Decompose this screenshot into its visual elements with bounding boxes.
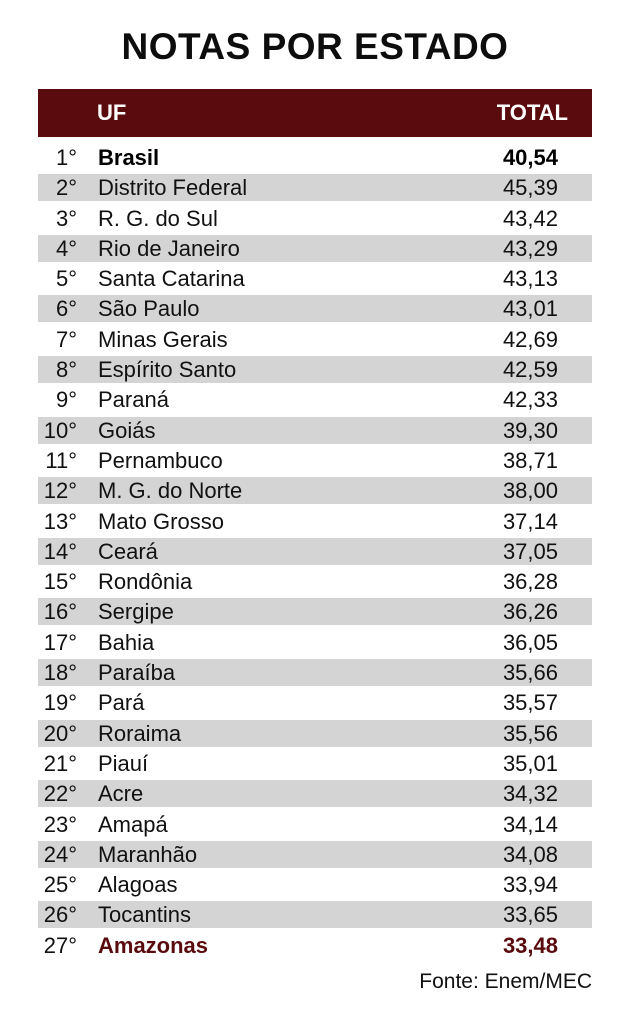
- table-row: [38, 598, 592, 625]
- row-state-name: Sergipe: [98, 599, 174, 625]
- row-rank: 25°: [43, 872, 77, 898]
- row-state-name: Rio de Janeiro: [98, 235, 240, 261]
- row-rank: 9°: [55, 387, 77, 413]
- table-row: [38, 477, 592, 504]
- row-total-value: 36,26: [502, 599, 558, 625]
- ranking-table: [38, 89, 592, 962]
- row-total-value: 37,05: [502, 538, 558, 564]
- table-row: [38, 538, 592, 565]
- row-state-name: Tocantins: [98, 902, 191, 928]
- table-row: [38, 901, 592, 928]
- row-rank: 13°: [43, 508, 77, 534]
- row-rank: 27°: [43, 932, 77, 958]
- row-rank: 12°: [43, 478, 77, 504]
- table-row: [38, 447, 592, 474]
- table-row: [38, 811, 592, 838]
- table-row: [38, 689, 592, 716]
- row-total-value: 34,32: [502, 781, 558, 807]
- row-rank: 10°: [43, 417, 77, 443]
- row-state-name: Santa Catarina: [98, 266, 245, 292]
- table-row: [38, 356, 592, 383]
- row-rank: 22°: [43, 781, 77, 807]
- row-state-name: Pernambuco: [98, 447, 223, 473]
- table-row: [38, 295, 592, 322]
- row-rank: 11°: [45, 447, 77, 473]
- row-rank: 24°: [43, 841, 77, 867]
- row-total-value: 42,33: [502, 387, 558, 413]
- table-row: [38, 205, 592, 232]
- row-rank: 7°: [55, 326, 77, 352]
- row-rank: 8°: [55, 357, 77, 383]
- table-row: [38, 932, 592, 959]
- row-rank: 2°: [55, 175, 77, 201]
- column-header-uf: UF: [97, 100, 127, 125]
- row-state-name: Alagoas: [98, 872, 178, 898]
- row-total-value: 36,28: [502, 569, 558, 595]
- row-rank: 18°: [43, 660, 77, 686]
- row-total-value: 42,59: [502, 357, 558, 383]
- row-state-name: Roraima: [98, 720, 182, 746]
- row-state-name: Goiás: [98, 417, 156, 443]
- table-row: [38, 629, 592, 656]
- column-header-total: TOTAL: [496, 100, 568, 125]
- table-row: [38, 174, 592, 201]
- row-rank: 16°: [43, 599, 77, 625]
- row-total-value: 40,54: [502, 145, 558, 170]
- row-state-name: R. G. do Sul: [98, 205, 218, 231]
- row-total-value: 42,69: [502, 326, 558, 352]
- table-row: [38, 508, 592, 535]
- table-header: [38, 89, 592, 137]
- row-total-value: 35,56: [502, 720, 558, 746]
- row-state-name: Espírito Santo: [98, 357, 237, 383]
- row-total-value: 38,00: [502, 478, 558, 504]
- row-state-name: Paraná: [98, 387, 169, 413]
- table-row: [38, 780, 592, 807]
- row-rank: 17°: [43, 629, 77, 655]
- row-state-name: Maranhão: [98, 841, 198, 867]
- table-row: [38, 750, 592, 777]
- row-total-value: 45,39: [502, 175, 558, 201]
- table-row: [38, 144, 592, 171]
- row-total-value: 34,08: [502, 841, 558, 867]
- row-rank: 4°: [55, 235, 77, 261]
- row-state-name: Minas Gerais: [98, 326, 228, 352]
- row-rank: 23°: [43, 811, 77, 837]
- row-rank: 3°: [55, 205, 77, 231]
- row-total-value: 38,71: [502, 447, 558, 473]
- table-row: [38, 871, 592, 898]
- row-total-value: 35,57: [502, 690, 558, 716]
- row-total-value: 34,14: [502, 811, 558, 837]
- row-total-value: 37,14: [502, 508, 558, 534]
- row-total-value: 35,01: [502, 750, 558, 776]
- row-total-value: 43,13: [502, 266, 558, 292]
- table-row: [38, 235, 592, 262]
- row-total-value: 43,29: [502, 235, 558, 261]
- row-rank: 5°: [55, 266, 77, 292]
- row-state-name: Brasil: [98, 145, 160, 170]
- source-note: Fonte: Enem/MEC: [419, 970, 592, 993]
- row-state-name: Ceará: [98, 538, 158, 564]
- table-row: [38, 841, 592, 868]
- row-state-name: M. G. do Norte: [98, 478, 243, 504]
- table-body: [38, 144, 592, 959]
- row-total-value: 43,01: [502, 296, 558, 322]
- row-total-value: 33,48: [502, 932, 558, 958]
- row-rank: 19°: [43, 690, 77, 716]
- row-state-name: Pará: [98, 690, 145, 716]
- page-title: NOTAS POR ESTADO: [121, 26, 509, 67]
- row-rank: 14°: [43, 538, 77, 564]
- row-state-name: São Paulo: [98, 296, 200, 322]
- row-rank: 1°: [55, 145, 77, 170]
- row-state-name: Acre: [98, 781, 144, 807]
- table-row: [38, 720, 592, 747]
- row-state-name: Rondônia: [98, 569, 193, 595]
- row-state-name: Mato Grosso: [98, 508, 224, 534]
- row-state-name: Piauí: [98, 750, 149, 776]
- row-total-value: 33,94: [502, 872, 558, 898]
- row-state-name: Distrito Federal: [98, 175, 248, 201]
- row-rank: 26°: [43, 902, 77, 928]
- row-rank: 6°: [55, 296, 77, 322]
- row-total-value: 33,65: [502, 902, 558, 928]
- table-row: [38, 326, 592, 353]
- row-total-value: 36,05: [502, 629, 558, 655]
- table-row: [38, 568, 592, 595]
- row-state-name: Paraíba: [98, 660, 176, 686]
- table-row: [38, 386, 592, 413]
- row-total-value: 35,66: [502, 660, 558, 686]
- row-rank: 15°: [43, 569, 77, 595]
- row-total-value: 39,30: [502, 417, 558, 443]
- row-state-name: Amapá: [98, 811, 168, 837]
- row-state-name: Amazonas: [98, 932, 209, 958]
- row-state-name: Bahia: [98, 629, 155, 655]
- table-row: [38, 659, 592, 686]
- row-total-value: 43,42: [502, 205, 558, 231]
- row-rank: 20°: [43, 720, 77, 746]
- row-rank: 21°: [43, 750, 77, 776]
- table-row: [38, 265, 592, 292]
- table-row: [38, 417, 592, 444]
